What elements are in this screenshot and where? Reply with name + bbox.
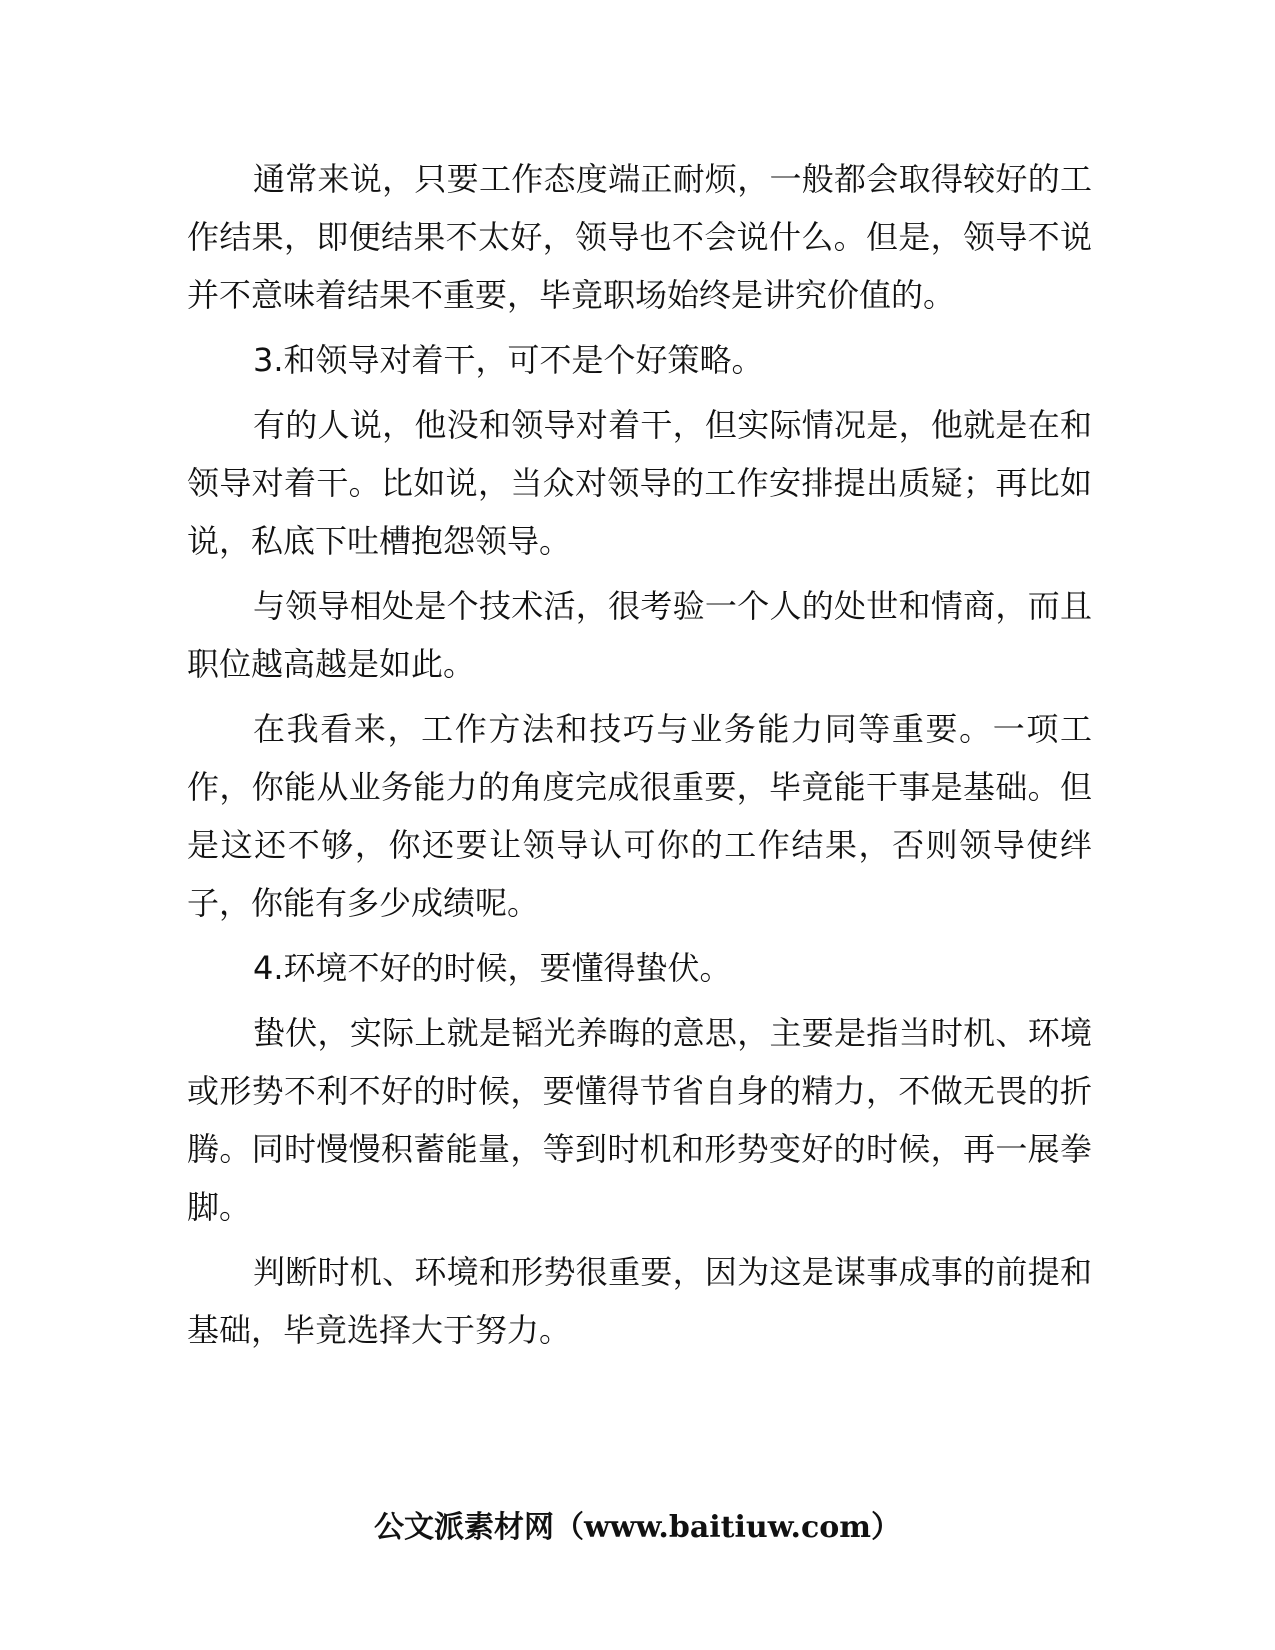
paragraph: 在我看来，工作方法和技巧与业务能力同等重要。一项工作，你能从业务能力的角度完成很重要，毕竟能干事是基础。但是这还不够，你还要让领导认可你的工作结果，否则领导使绊子，你能有多少成绩呢。 (187, 710, 1092, 922)
paragraph: 判断时机、环境和形势很重要，因为这是谋事成事的前提和基础，毕竟选择大于努力。 (187, 1253, 1092, 1349)
footer-watermark: 公文派素材网（www.baitiuw.com） (373, 1510, 902, 1545)
section-heading: 3.和领导对着干，可不是个好策略。 (253, 341, 764, 379)
paragraph: 通常来说，只要工作态度端正耐烦，一般都会取得较好的工作结果，即便结果不太好，领导也不会说什么。但是，领导不说并不意味着结果不重要，毕竟职场始终是讲究价值的。 (187, 160, 1092, 314)
document-body (187, 150, 1092, 1366)
paragraph: 有的人说，他没和领导对着干，但实际情况是，他就是在和领导对着干。比如说，当众对领导的工作安排提出质疑；再比如说，私底下吐槽抱怨领导。 (187, 406, 1092, 560)
paragraph: 蛰伏，实际上就是韬光养晦的意思，主要是指当时机、环境或形势不利不好的时候，要懂得节省自身的精力，不做无畏的折腾。同时慢慢积蓄能量，等到时机和形势变好的时候，再一展拳脚。 (187, 1014, 1092, 1226)
section-heading: 4.环境不好的时候，要懂得蛰伏。 (253, 949, 732, 987)
paragraph: 与领导相处是个技术活，很考验一个人的处世和情商，而且职位越高越是如此。 (187, 587, 1092, 683)
